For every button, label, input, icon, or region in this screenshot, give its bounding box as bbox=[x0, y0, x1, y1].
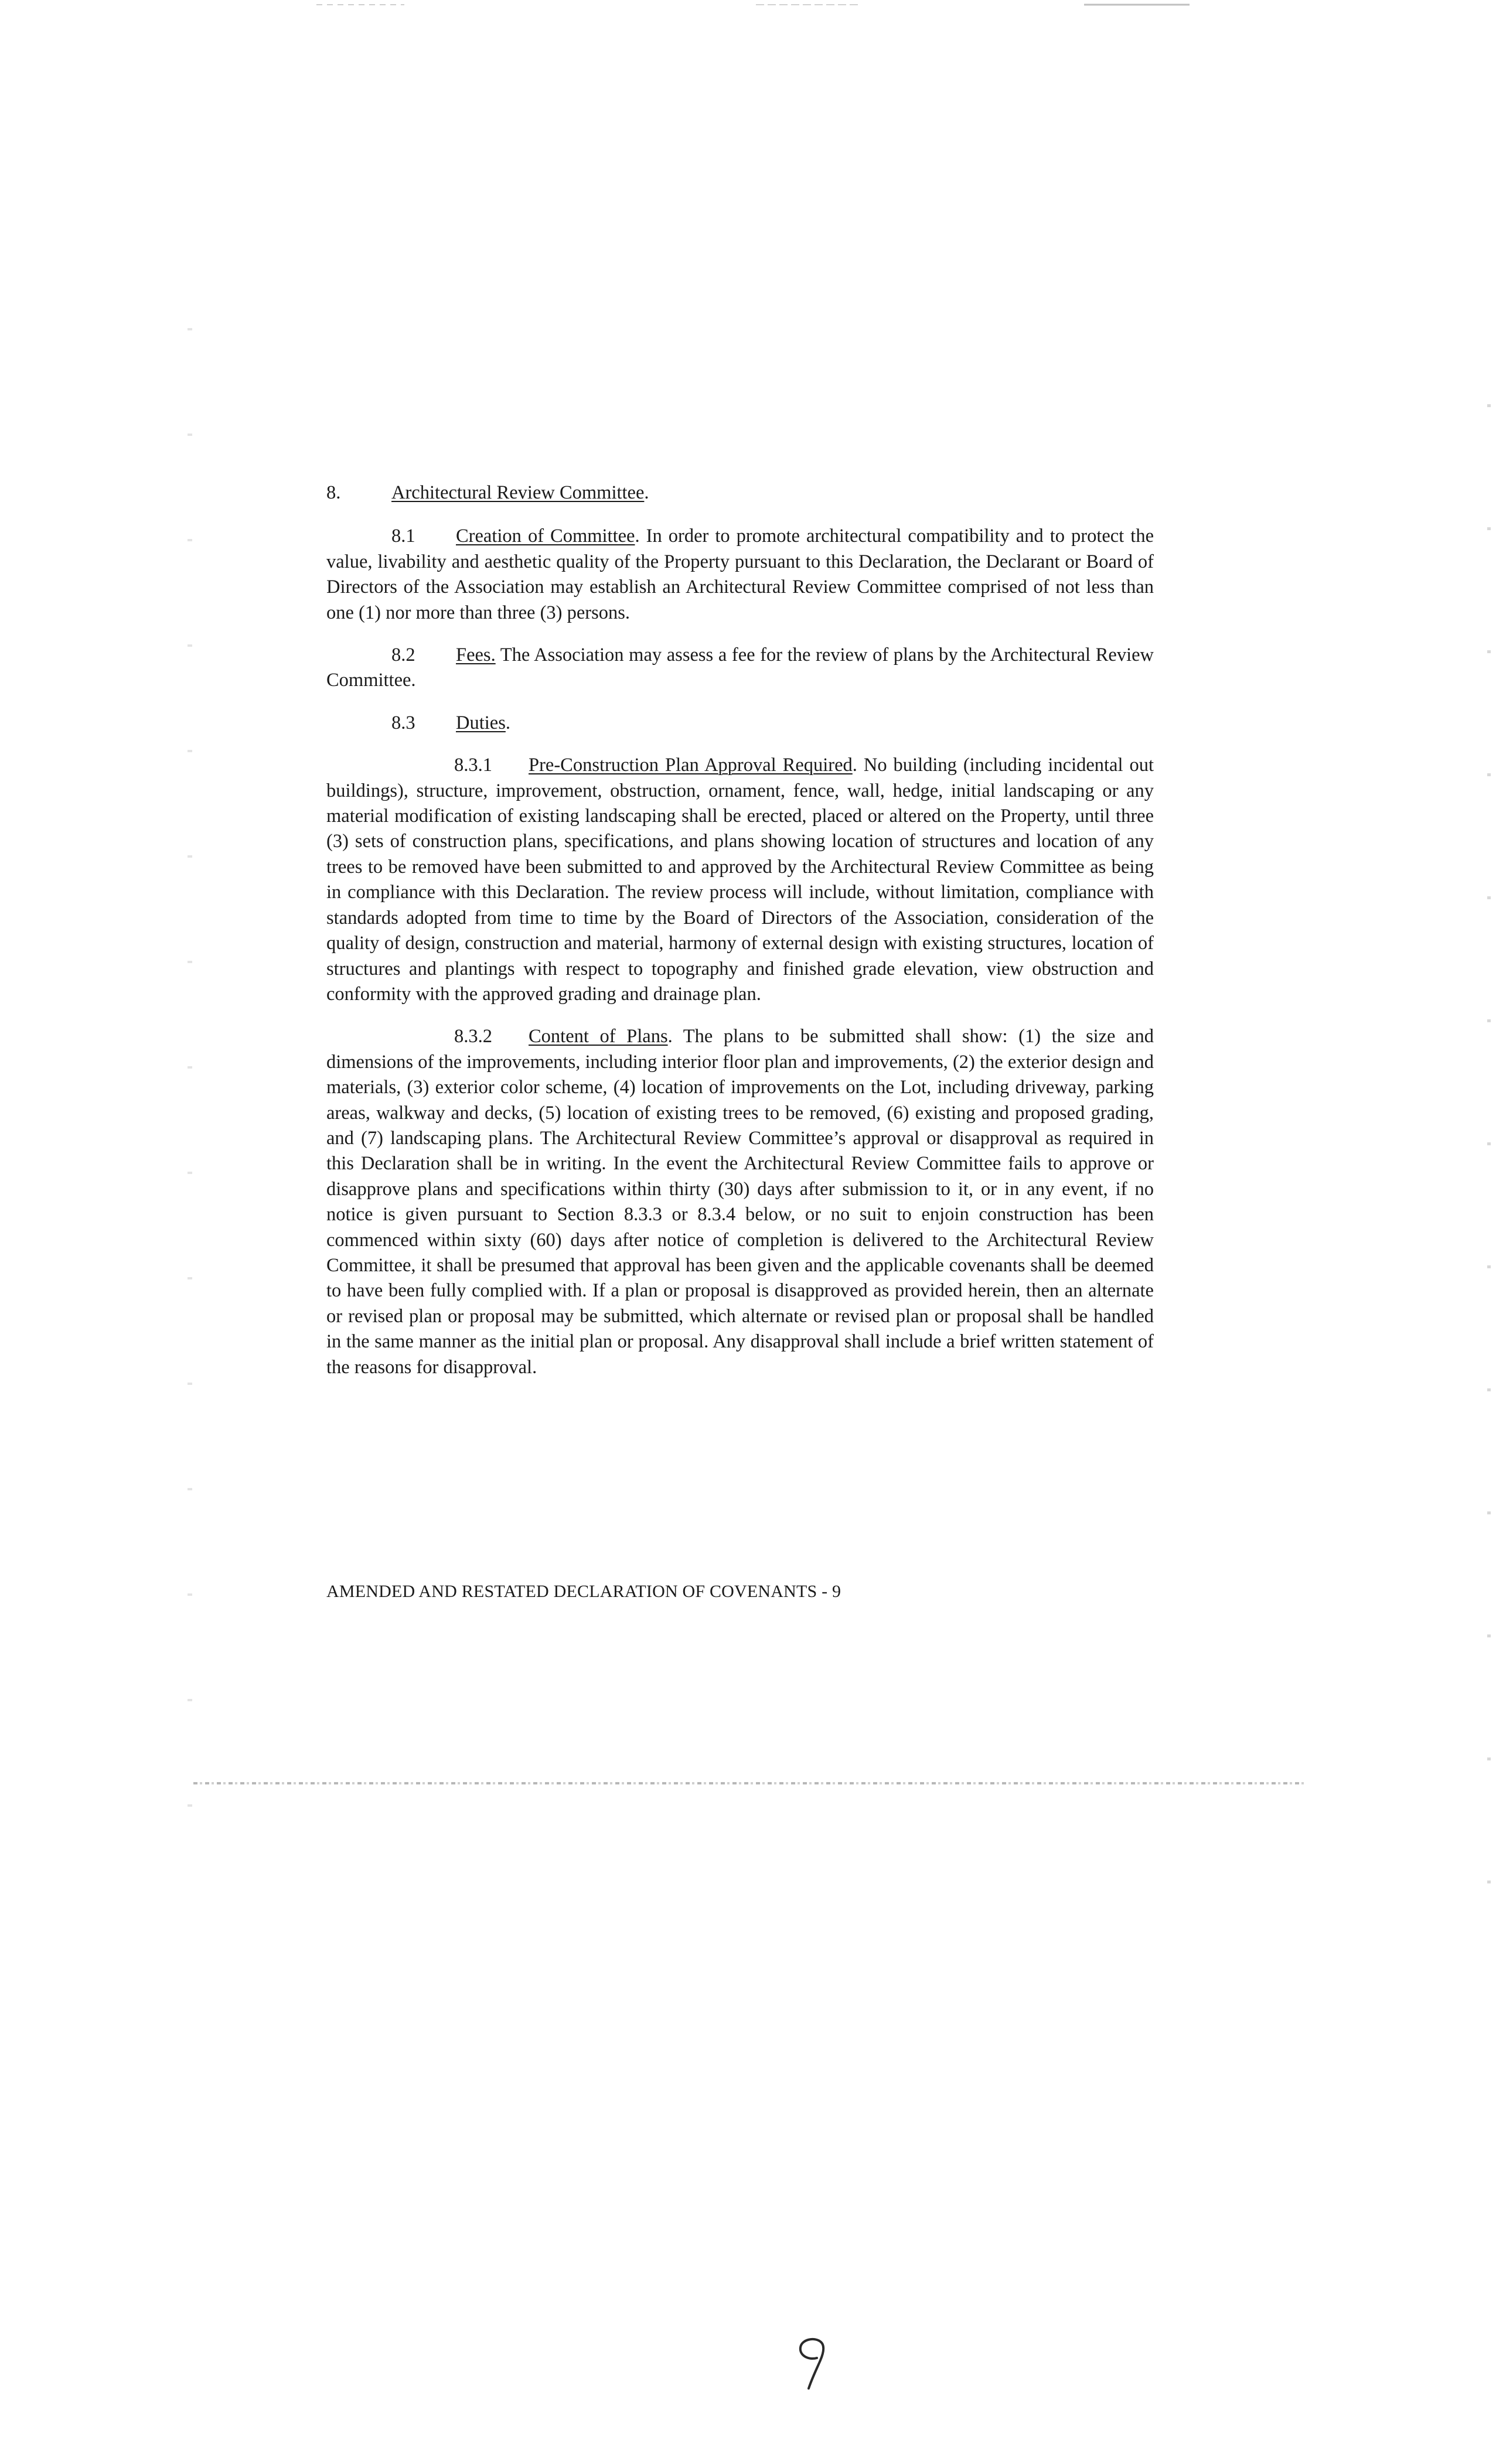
section-title: Architectural Review Committee bbox=[391, 482, 645, 503]
handwritten-page-number bbox=[791, 2335, 838, 2393]
section-title: Duties bbox=[456, 712, 506, 733]
handwritten-nine-glyph bbox=[791, 2335, 838, 2393]
section-text: . In order to promote architectural compatibility and to protect the value, livability and aesthetic quality of the Property pursuant to this Declaration, the Declarant or Board of Directors of the Association may establish an Architectural Review Committee comprised of not less than one (1) nor more than three (3) persons. bbox=[326, 525, 1154, 623]
section-number: 8.2 bbox=[391, 644, 415, 666]
section-text: . The plans to be submitted shall show: (1) the size and dimensions of the improvements, including interior floor plan and improvements, (2) the exterior design and materials, (3) exterior color scheme, (4) location of improvements on the Lot, including driveway, parking areas, walkway and decks, (5) location of existing trees to be removed, (6) existing and proposed grading, and (7) landscaping plans. The Architectural Review Committee’s approval or disapproval as required in this Declaration shall be in writing. In the event the Architectural Review Committee fails to approve or disapprove plans and specifications within thirty (30) days after submission to it, or in any event, if no notice is given pursuant to Section 8.3.3 or 8.3.4 below, or no suit to enjoin construction has been commenced within sixty (60) days after notice of completion is delivered to the Architectural Review Committee, it shall be presumed that approval has been given and the applicable covenants shall be deemed to have been fully complied with. If a plan or proposal is disapproved as provided herein, then an alternate or revised plan or proposal may be submitted, which alternate or revised plan or proposal shall be handled in the same manner as the initial plan or proposal. Any disapproval shall include a brief written statement of the reasons for disapproval. bbox=[326, 1026, 1154, 1378]
section-text: The Association may assess a fee for the review of plans by the Architectural Review Committee. bbox=[326, 644, 1154, 691]
section-number: 8.3.1 bbox=[454, 755, 492, 776]
scan-right-edge-marks bbox=[1487, 351, 1491, 1992]
section-title: Creation of Committee bbox=[456, 525, 635, 547]
section-number: 8.1 bbox=[391, 525, 415, 547]
page-footer: AMENDED AND RESTATED DECLARATION OF COVENANTS - 9 bbox=[326, 1582, 841, 1601]
section-number: 8.3 bbox=[391, 712, 415, 733]
section-title: Content of Plans bbox=[529, 1026, 668, 1047]
scan-artifact-line bbox=[193, 1782, 1307, 1784]
section-title: Fees. bbox=[456, 644, 496, 666]
section-8-heading: 8. Architectural Review Committee. bbox=[326, 480, 1154, 506]
section-number: 8.3.2 bbox=[454, 1026, 492, 1047]
section-number: 8. bbox=[326, 482, 341, 503]
document-body bbox=[326, 480, 1154, 1397]
section-8-2 bbox=[326, 643, 1154, 694]
section-8-3-1 bbox=[326, 753, 1154, 1007]
section-text: . No building (including incidental out buildings), structure, improvement, obstruction, ornament, fence, wall, hedge, initial landscaping or any material modification of existing landscaping shall be erected, placed or altered on the Property, until three (3) sets of construction plans, specifications, and plans showing location of structures and location of any trees to be removed have been submitted to and approved by the Architectural Review Committee as being in compliance with this Declaration. The review process will include, without limitation, compliance with standards adopted from time to time by the Board of Directors of the Association, consideration of the quality of design, construction and material, harmony of external design with existing structures, location of structures and plantings with respect to topography and finished grade elevation, view obstruction and conformity with the approved grading and drainage plan. bbox=[326, 755, 1154, 1005]
section-8-3-2 bbox=[326, 1024, 1154, 1380]
section-8-3: 8.3 Duties. bbox=[326, 711, 1154, 736]
section-8-1 bbox=[326, 524, 1154, 626]
scan-top-marks bbox=[0, 0, 1496, 5]
scan-left-edge-marks bbox=[188, 293, 192, 1816]
section-title: Pre-Construction Plan Approval Required bbox=[529, 755, 853, 776]
